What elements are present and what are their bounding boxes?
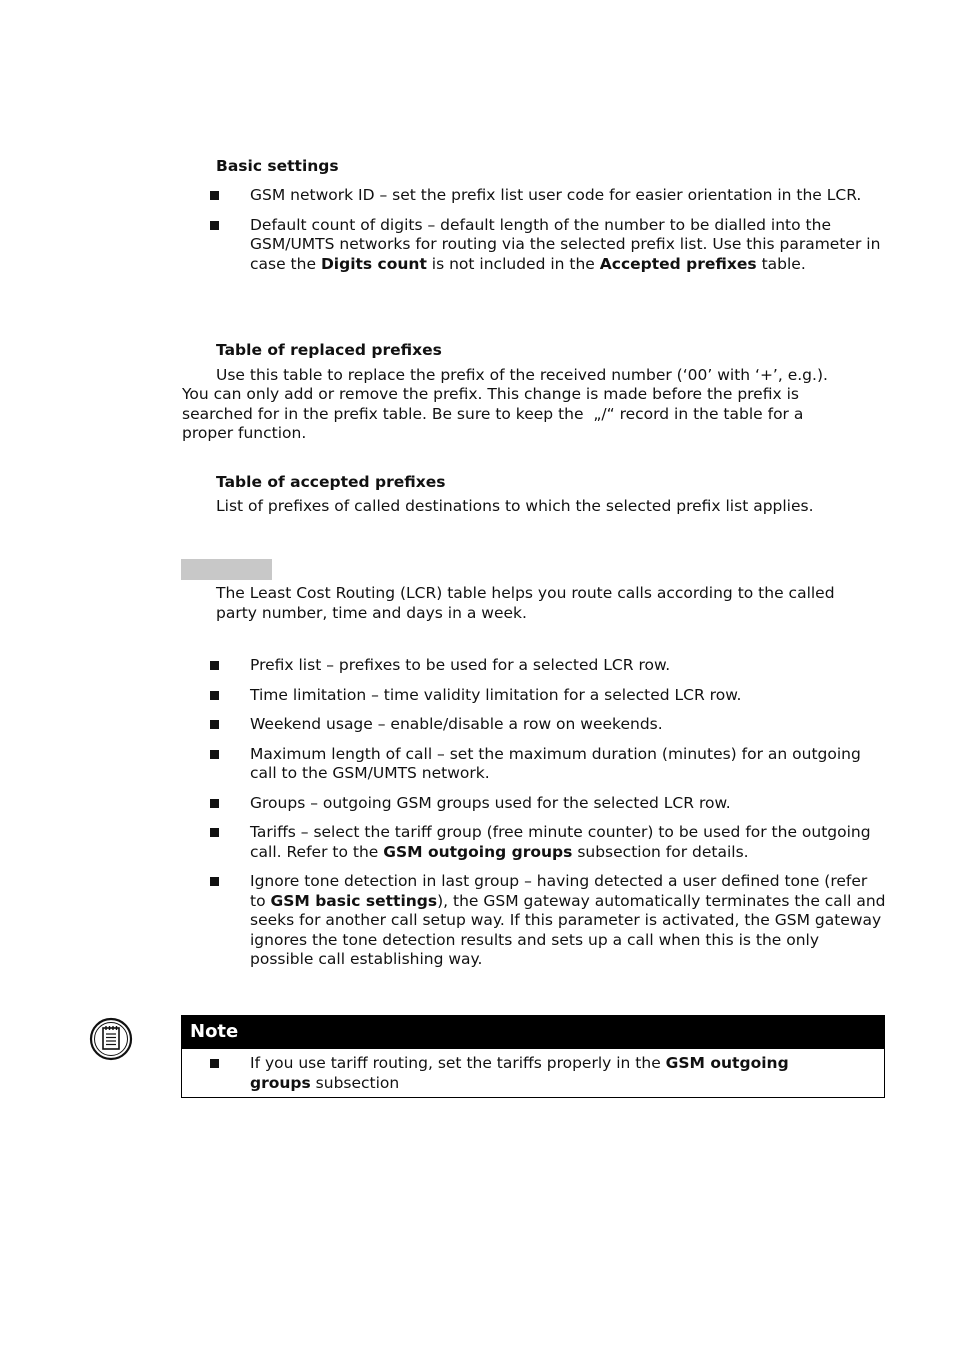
- text-run: is not included in the: [426, 254, 600, 273]
- text-run: Maximum length of call – set the maximum duration (minutes) for an outgoing call to the GSM/UMTS network.: [250, 744, 861, 782]
- basic-settings-list: [210, 186, 886, 284]
- bold-term: Accepted prefixes: [599, 254, 757, 273]
- bullet-square-icon: [210, 877, 219, 886]
- text-run: Time limitation – time validity limitation for a selected LCR row.: [250, 685, 742, 704]
- text-run: GSM network ID – set the prefix list user code for easier orientation in the LCR.: [250, 186, 862, 204]
- replaced-prefixes-line-4: proper function.: [182, 424, 307, 442]
- text-run: Weekend usage – enable/disable a row on weekends.: [250, 715, 663, 733]
- bullet-square-icon: [210, 221, 219, 230]
- text-run: Ignore tone detection in last group – having detected a user defined tone (refer to: [250, 872, 868, 910]
- bullet-square-icon: [210, 720, 219, 729]
- bold-term: GSM basic settings: [270, 891, 438, 910]
- list-item: [210, 1054, 850, 1093]
- basic-settings-heading: Basic settings: [216, 157, 339, 175]
- text-run: Prefix list – prefixes to be used for a selected LCR row.: [250, 656, 671, 674]
- bullet-square-icon: [210, 828, 219, 837]
- list-item: [210, 686, 886, 706]
- list-item: [210, 715, 886, 735]
- lcr-intro: The Least Cost Routing (LCR) table helps you route calls according to the called party number, time and days in a week.: [216, 584, 835, 622]
- text-run: Groups – outgoing GSM groups used for the selected LCR row.: [250, 793, 731, 812]
- bold-term: GSM outgoing groups: [383, 842, 573, 861]
- bullet-square-icon: [210, 691, 219, 700]
- list-item: [210, 186, 886, 206]
- accepted-prefixes-heading: Table of accepted prefixes: [216, 473, 446, 491]
- text-run: ), the GSM gateway automatically terminates the call and seeks for another call setup way. If this parameter is activated, the GSM gateway ignores the tone detection results and sets up a call when this is the only possible call establishing way.: [250, 891, 886, 968]
- notepad-icon: [89, 1017, 133, 1061]
- bullet-square-icon: [210, 750, 219, 759]
- replaced-prefixes-line-1: Use this table to replace the prefix of the received number (‘00’ with ‘+’, e.g.).: [216, 366, 828, 384]
- replaced-prefixes-line-2: You can only add or remove the prefix. This change is made before the prefix is: [182, 385, 799, 403]
- bold-term: GSM outgoing groups: [250, 1054, 789, 1092]
- text-run: Default count of digits – default length of the number to be dialled into the GSM/UMTS networks for routing via the selected prefix list. Use this parameter in case the: [250, 215, 881, 273]
- bold-term: Digits count: [320, 254, 427, 273]
- lcr-parameters-list: [210, 656, 886, 980]
- accepted-prefixes-text: List of prefixes of called destinations to which the selected prefix list applies.: [216, 497, 814, 515]
- text-run: Tariffs – select the tariff group (free minute counter) to be used for the outgoing call. Refer to the: [250, 823, 871, 861]
- replaced-prefixes-line-3: searched for in the prefix table. Be sure to keep the „/“ record in the table for a: [182, 405, 804, 423]
- note-title: Note: [182, 1016, 884, 1049]
- text-run: If you use tariff routing, set the tariffs properly in the: [250, 1054, 666, 1072]
- bullet-square-icon: [210, 191, 219, 200]
- note-box: [181, 1015, 885, 1098]
- text-run: subsection for details.: [572, 842, 749, 861]
- list-item: [210, 745, 886, 784]
- text-run: table.: [756, 254, 806, 273]
- list-item: [210, 216, 886, 275]
- replaced-prefixes-heading: Table of replaced prefixes: [216, 341, 442, 359]
- text-run: subsection: [310, 1073, 400, 1092]
- bullet-square-icon: [210, 1059, 219, 1068]
- section-heading-placeholder-bar: [181, 559, 272, 580]
- bullet-square-icon: [210, 799, 219, 808]
- list-item: [210, 794, 886, 814]
- note-list: [210, 1054, 850, 1093]
- list-item: [210, 823, 886, 862]
- list-item: [210, 656, 886, 676]
- list-item: [210, 872, 886, 970]
- bullet-square-icon: [210, 661, 219, 670]
